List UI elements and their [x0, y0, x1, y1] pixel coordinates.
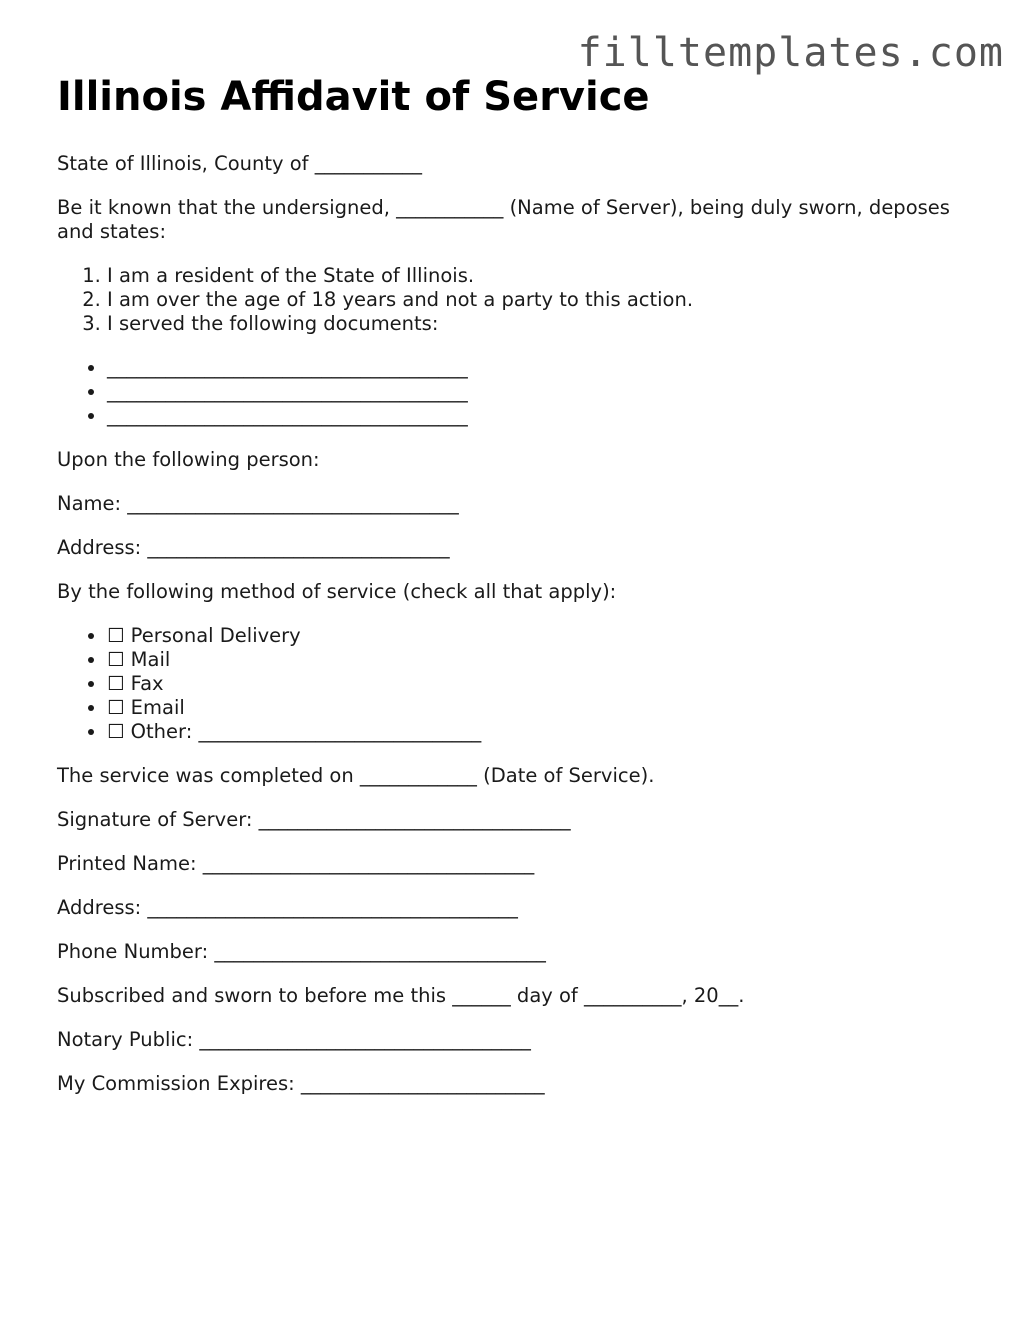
method-email: • ☐ Email: [107, 696, 957, 720]
method-other: • ☐ Other: _____________________________: [107, 720, 957, 744]
watermark: filltemplates.com: [577, 30, 1004, 76]
intro-paragraph: Be it known that the undersigned, ___________ (Name of Server), being duly sworn, deposes and states:: [57, 196, 950, 243]
method-personal-delivery: • ☐ Personal Delivery: [107, 624, 957, 648]
commission-line: My Commission Expires: _________________________: [57, 1072, 545, 1095]
document-blank: • _____________________________________: [107, 404, 957, 428]
statements-list: [57, 264, 957, 336]
documents-list: [57, 356, 957, 428]
server-address-line: Address: ______________________________________: [57, 896, 518, 919]
phone-line: Phone Number: __________________________________: [57, 940, 546, 963]
upon-person-line: Upon the following person:: [57, 448, 320, 471]
signature-line: Signature of Server: ________________________________: [57, 808, 571, 831]
name-line: Name: __________________________________: [57, 492, 459, 515]
printed-name-line: Printed Name: __________________________________: [57, 852, 535, 875]
county-line: State of Illinois, County of ___________: [57, 152, 422, 175]
document-body: [57, 72, 957, 1116]
method-mail: • ☐ Mail: [107, 648, 957, 672]
method-fax: • ☐ Fax: [107, 672, 957, 696]
address-line: Address: _______________________________: [57, 536, 450, 559]
completed-line: The service was completed on ____________ (Date of Service).: [57, 764, 655, 787]
statement-item: 2. I am over the age of 18 years and not a party to this action.: [107, 288, 957, 312]
methods-list: [57, 624, 957, 744]
statement-item: 1. I am a resident of the State of Illinois.: [107, 264, 957, 288]
method-heading: By the following method of service (check all that apply):: [57, 580, 617, 603]
notary-line: Notary Public: __________________________________: [57, 1028, 531, 1051]
document-blank: • _____________________________________: [107, 356, 957, 380]
statement-item: 3. I served the following documents:: [107, 312, 957, 336]
document-blank: • _____________________________________: [107, 380, 957, 404]
document-title: Illinois Affidavit of Service: [57, 74, 650, 120]
sworn-line: Subscribed and sworn to before me this ______ day of __________, 20__.: [57, 984, 745, 1007]
